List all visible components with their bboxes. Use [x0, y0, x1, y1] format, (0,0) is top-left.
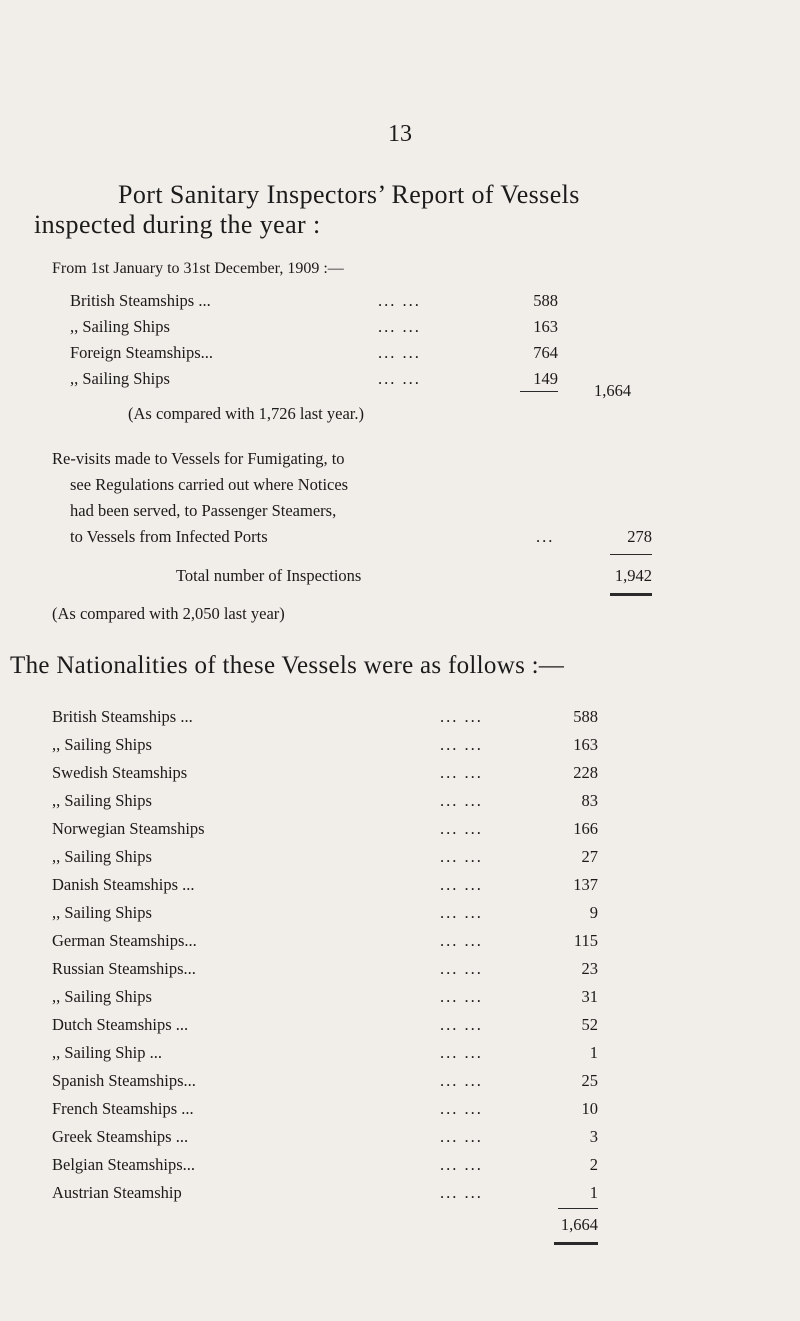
nationality-value: 163	[573, 735, 598, 754]
summary-value: 764	[533, 343, 558, 362]
nationality-label: ,, Sailing Ship ...	[52, 1043, 163, 1062]
revisits-text: had been served, to Passenger Steamers,	[70, 501, 337, 520]
total-comparison-note: (As compared with 2,050 last year)	[52, 604, 285, 623]
leader-dots: ... ...	[440, 735, 483, 754]
comparison-note: (As compared with 1,726 last year.)	[128, 404, 364, 423]
report-title-line-2: inspected during the year :	[34, 210, 321, 239]
nationality-total-rule	[558, 1208, 598, 1209]
nationality-label: Swedish Steamships	[52, 763, 188, 782]
nationality-value: 1	[589, 1183, 598, 1202]
leader-dots: ... ...	[440, 1183, 483, 1202]
revisits-text: see Regulations carried out where Notices	[70, 475, 349, 494]
nationality-label: French Steamships ...	[52, 1099, 194, 1118]
leader-dots: ... ...	[440, 1099, 483, 1118]
nationality-label: ,, Sailing Ships	[52, 791, 152, 810]
nationality-label: Dutch Steamships ...	[52, 1015, 189, 1034]
nationality-value: 9	[589, 903, 598, 922]
leader-dots: ... ...	[440, 987, 483, 1006]
leader-dots: ... ...	[440, 903, 483, 922]
nationality-value: 115	[573, 931, 598, 950]
leader-dots: ... ...	[440, 1015, 483, 1034]
nationality-value: 1	[589, 1043, 598, 1062]
nationality-total: 1,664	[560, 1215, 598, 1234]
nationality-label: ,, Sailing Ships	[52, 735, 152, 754]
leader-dots: ... ...	[440, 847, 483, 866]
leader-dots: ... ...	[440, 1043, 483, 1062]
page-number: 13	[388, 121, 412, 147]
nationality-value: 27	[581, 847, 598, 866]
summary-value: 588	[533, 291, 558, 310]
nationality-label: Spanish Steamships...	[52, 1071, 196, 1090]
nationality-label: Austrian Steamship	[52, 1183, 182, 1202]
leader-dots: ... ...	[440, 819, 483, 838]
nationality-label: ,, Sailing Ships	[52, 987, 152, 1006]
nationality-value: 83	[581, 791, 598, 810]
total-label: Total number of Inspections	[176, 566, 362, 585]
summary-label: ,, Sailing Ships	[70, 317, 170, 336]
leader-dots: ... ...	[378, 369, 421, 388]
nationality-value: 31	[581, 987, 598, 1006]
subtotal-value: 1,664	[594, 381, 632, 400]
leader-dots: ... ...	[378, 343, 421, 362]
nationality-label: British Steamships ...	[52, 707, 193, 726]
leader-dots: ... ...	[440, 875, 483, 894]
total-value: 1,942	[614, 566, 652, 585]
leader-dots: ... ...	[440, 1127, 483, 1146]
leader-dots: ... ...	[440, 1155, 483, 1174]
nationality-value: 137	[573, 875, 598, 894]
summary-label: ,, Sailing Ships	[70, 369, 170, 388]
nationality-value: 228	[573, 763, 598, 782]
summary-label: Foreign Steamships...	[70, 343, 213, 362]
leader-dots: ... ...	[440, 959, 483, 978]
nationality-label: Russian Steamships...	[52, 959, 196, 978]
reporting-period: From 1st January to 31st December, 1909 :—	[52, 260, 344, 277]
nationality-value: 23	[581, 959, 598, 978]
leader-dots: ... ...	[440, 931, 483, 950]
nationality-label: Belgian Steamships...	[52, 1155, 195, 1174]
revisits-value: 278	[627, 527, 652, 546]
nationality-value: 25	[581, 1071, 598, 1090]
nationality-total-double-rule	[554, 1242, 598, 1245]
leader-dots: ... ...	[440, 763, 483, 782]
leader-dots: ... ...	[378, 291, 421, 310]
leader-dots: ... ...	[440, 791, 483, 810]
summary-label: British Steamships ...	[70, 291, 211, 310]
leader-dots: ... ...	[440, 707, 483, 726]
nationality-value: 10	[581, 1099, 598, 1118]
nationality-value: 2	[589, 1155, 598, 1174]
nationality-label: Danish Steamships ...	[52, 875, 195, 894]
nationality-label: ,, Sailing Ships	[52, 847, 152, 866]
subtotal-rule	[520, 391, 558, 392]
revisits-text: to Vessels from Infected Ports	[70, 527, 268, 546]
nationality-label: ,, Sailing Ships	[52, 903, 152, 922]
summary-value: 149	[533, 369, 558, 388]
leader-dots: ... ...	[378, 317, 421, 336]
leader-dots: ...	[536, 527, 555, 546]
nationality-label: Greek Steamships ...	[52, 1127, 189, 1146]
leader-dots: ... ...	[440, 1071, 483, 1090]
nationality-value: 166	[573, 819, 598, 838]
total-rule	[610, 554, 652, 555]
nationalities-heading: The Nationalities of these Vessels were as follows :—	[10, 652, 565, 679]
total-double-rule	[610, 593, 652, 596]
nationality-label: German Steamships...	[52, 931, 197, 950]
nationality-value: 588	[573, 707, 598, 726]
revisits-text: Re-visits made to Vessels for Fumigating, to	[52, 449, 345, 468]
nationality-value: 52	[581, 1015, 598, 1034]
report-title-line-1: Port Sanitary Inspectors’ Report of Vessels	[118, 180, 580, 209]
summary-value: 163	[533, 317, 558, 336]
nationality-value: 3	[589, 1127, 598, 1146]
nationality-label: Norwegian Steamships	[52, 819, 205, 838]
